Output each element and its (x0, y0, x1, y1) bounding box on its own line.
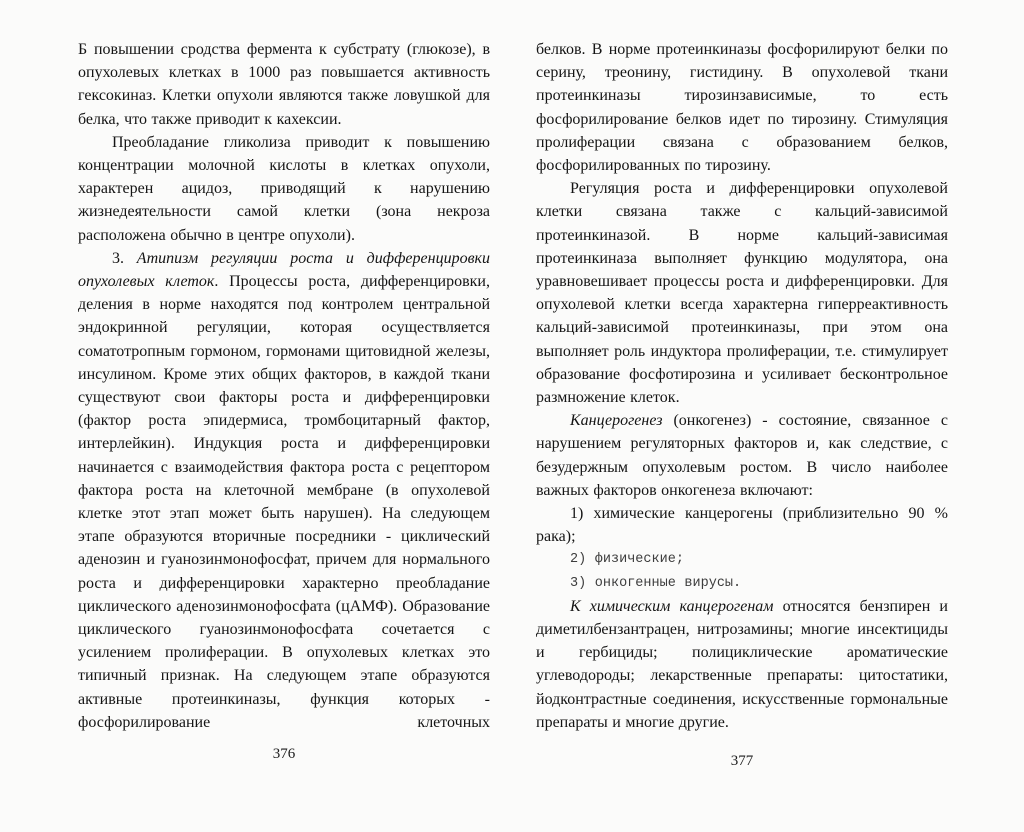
paragraph (78, 38, 490, 131)
paragraph (536, 548, 948, 571)
text-run: Преобладание гликолиза приводит к повышению концентрации молочной кислоты в клетках опухоли, характерен ацидоз, приводящий к нарушению жизнедеятельности самой клетки (зона некроза расположена обычно в центре опухоли). (78, 133, 490, 244)
text-run: 3. (112, 249, 137, 267)
text-column-left (78, 38, 490, 734)
paragraph (78, 131, 490, 247)
paragraph (536, 502, 948, 548)
paragraph (536, 595, 948, 734)
text-run-italic: Атипизм регуляции роста и дифференцировки опухолевых клеток (78, 249, 491, 291)
text-run: 3) онкогенные вирусы. (570, 575, 742, 591)
text-run: Регуляция роста и дифференцировки опухолевой клетки связана также с кальций-зависимой протеинкиназой. В норме кальций-зависимая протеинкиназа выполняет функцию модулятора, она уравновешивает процессы роста и дифференцировки. Для опухолевой клетки всегда характерна гиперреактивность кальций-зависимой протеинкиназы, при этом она выполняет роль индуктора пролиферации, т.е. стимулирует образование фосфотирозина и усиливает бесконтрольное размножение клеток. (536, 180, 948, 407)
paragraph (536, 572, 948, 595)
paragraph (536, 38, 948, 177)
text-run: относятся бензпирен и диметилбензантрацен, нитрозамины; многие инсектициды и гербициды; полициклические ароматические углеводороды; лекарственные препараты: цитостатики, йодконтрастные соединения, искусственные гормональные препараты и многие другие. (536, 597, 948, 731)
page-number-right: 377 (730, 753, 754, 770)
text-run-italic: Канцерогенез (570, 412, 663, 430)
paragraph (536, 177, 948, 409)
text-run: белков. В норме протеинкиназы фосфорилируют белки по серину, треонину, гистидину. В опухолевой ткани протеинкиназы тирозинзависимые, то есть фосфорилирование белков идет по тирозину. Стимуляция пролиферации связана с образованием белков, фосфорилированных по тирозину. (536, 41, 948, 175)
text-run: . Процессы роста, дифференцировки, деления в норме находятся под контролем центральной эндокринной регуляции, которая осуществляется соматотропным гормоном, гормонами щитовидной железы, инсулином. Кроме этих общих факторов, в каждой ткани существуют свои факторы роста и дифференцировки (фактор роста эпидермиса, тромбоцитарный фактор, интерлейкин). Индукция роста и дифференцировки начинается с взаимодействия фактора роста с рецептором фактора роста на клеточной мембране (в опухолевой клетке этот этап может быть нарушен). На следующем этапе образуются вторичные посредники - циклический аденозин и гуанозинмонофосфат, причем для нормального роста и дифференцировки характерно преобладание циклического аденозинмонофосфата (цАМФ). Образование циклического гуанозинмонофосфата сочетается с усилением пролиферации. В опухолевых клетках это типичный признак. На следующем этапе образуются активные протеинкиназы, функция которых - фосфорилирование клеточных (78, 273, 490, 731)
text-run-italic: К химическим канцерогенам (570, 597, 774, 615)
text-run: Б повышении сродства фермента к субстрату (глюкозе), в опухолевых клетках в 1000 раз повышается активность гексокиназ. Клетки опухоли являются также ловушкой для белка, что также приводит к кахексии. (78, 41, 490, 128)
text-column-right (536, 38, 948, 734)
page-number-left: 376 (272, 746, 296, 763)
page-right (512, 0, 1024, 832)
text-run: 2) физические; (570, 552, 684, 568)
text-run: (онкогенез) - состояние, связанное с нарушением регуляторных факторов и, как следствие, с безудержным опухолевым ростом. В число наиболее важных факторов онкогенеза включают: (536, 412, 948, 499)
text-run: 1) химические канцерогены (приблизительно 90 % рака); (536, 505, 948, 546)
paragraph (78, 247, 490, 734)
paragraph (536, 409, 948, 502)
